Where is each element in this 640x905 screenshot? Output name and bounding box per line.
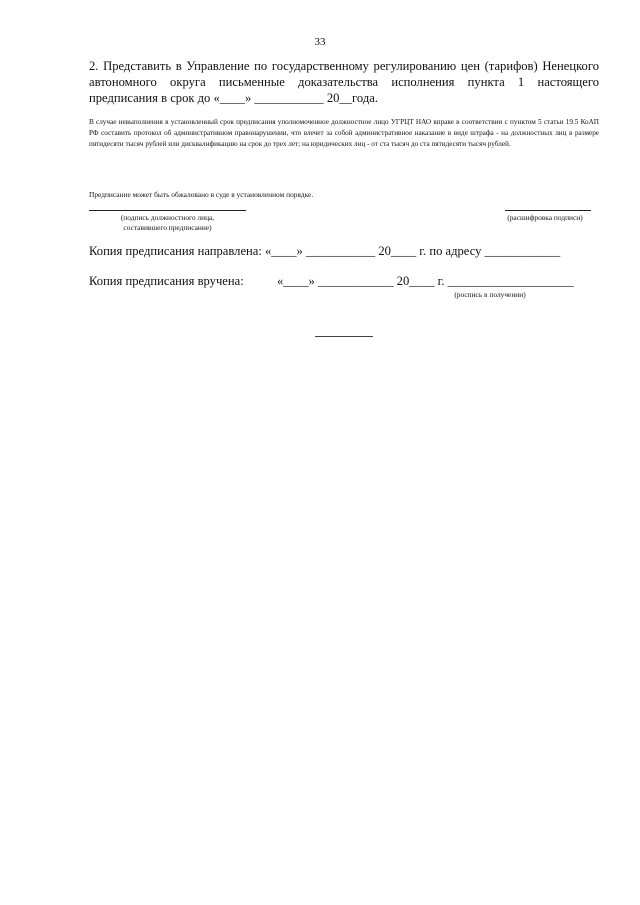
copy-delivered-label: Копия предписания вручена: xyxy=(89,274,244,288)
signature-caption-left-2: составившего предписание) xyxy=(123,223,212,232)
paragraph-item-2: 2. Представить в Управление по государственному регулированию цен (тарифов) Ненецкого автономного округа письменные доказательства исполнения пункта 1 настоящего предписания в срок до «____» ___________ 20__года. xyxy=(89,59,599,105)
signature-caption-left-1: (подпись должностного лица, xyxy=(120,213,215,222)
copy-delivered-date: «____» ____________ 20____ г. ____________________ xyxy=(277,274,574,288)
page-number: 33 xyxy=(314,36,326,48)
signature-line-right xyxy=(505,210,591,211)
signature-caption-right: (расшифровка подписи) xyxy=(507,213,583,222)
signature-line-left xyxy=(89,210,246,211)
receipt-caption: (роспись в получении) xyxy=(454,290,526,299)
appeal-note: Предписание может быть обжаловано в суде в установленном порядке. xyxy=(89,190,314,199)
copy-sent-line: Копия предписания направлена: «____» ___________ 20____ г. по адресу ____________ xyxy=(89,244,561,258)
end-divider xyxy=(315,336,373,337)
paragraph-warning: В случае невыполнения в установленный срок предписания уполномоченное должностное лицо УГРЦТ НАО вправе в соответствии с пунктом 5 статьи 19.5 КоАП РФ составить протокол об административном правонарушении, что влечет за собой административное наказание в виде штрафа - на должностных лиц в размере пятидесяти тысяч рублей или дисквалификацию на срок до трех лет; на юридических лиц - от ста тысяч до ста пятидесяти тысяч рублей. xyxy=(89,118,599,148)
